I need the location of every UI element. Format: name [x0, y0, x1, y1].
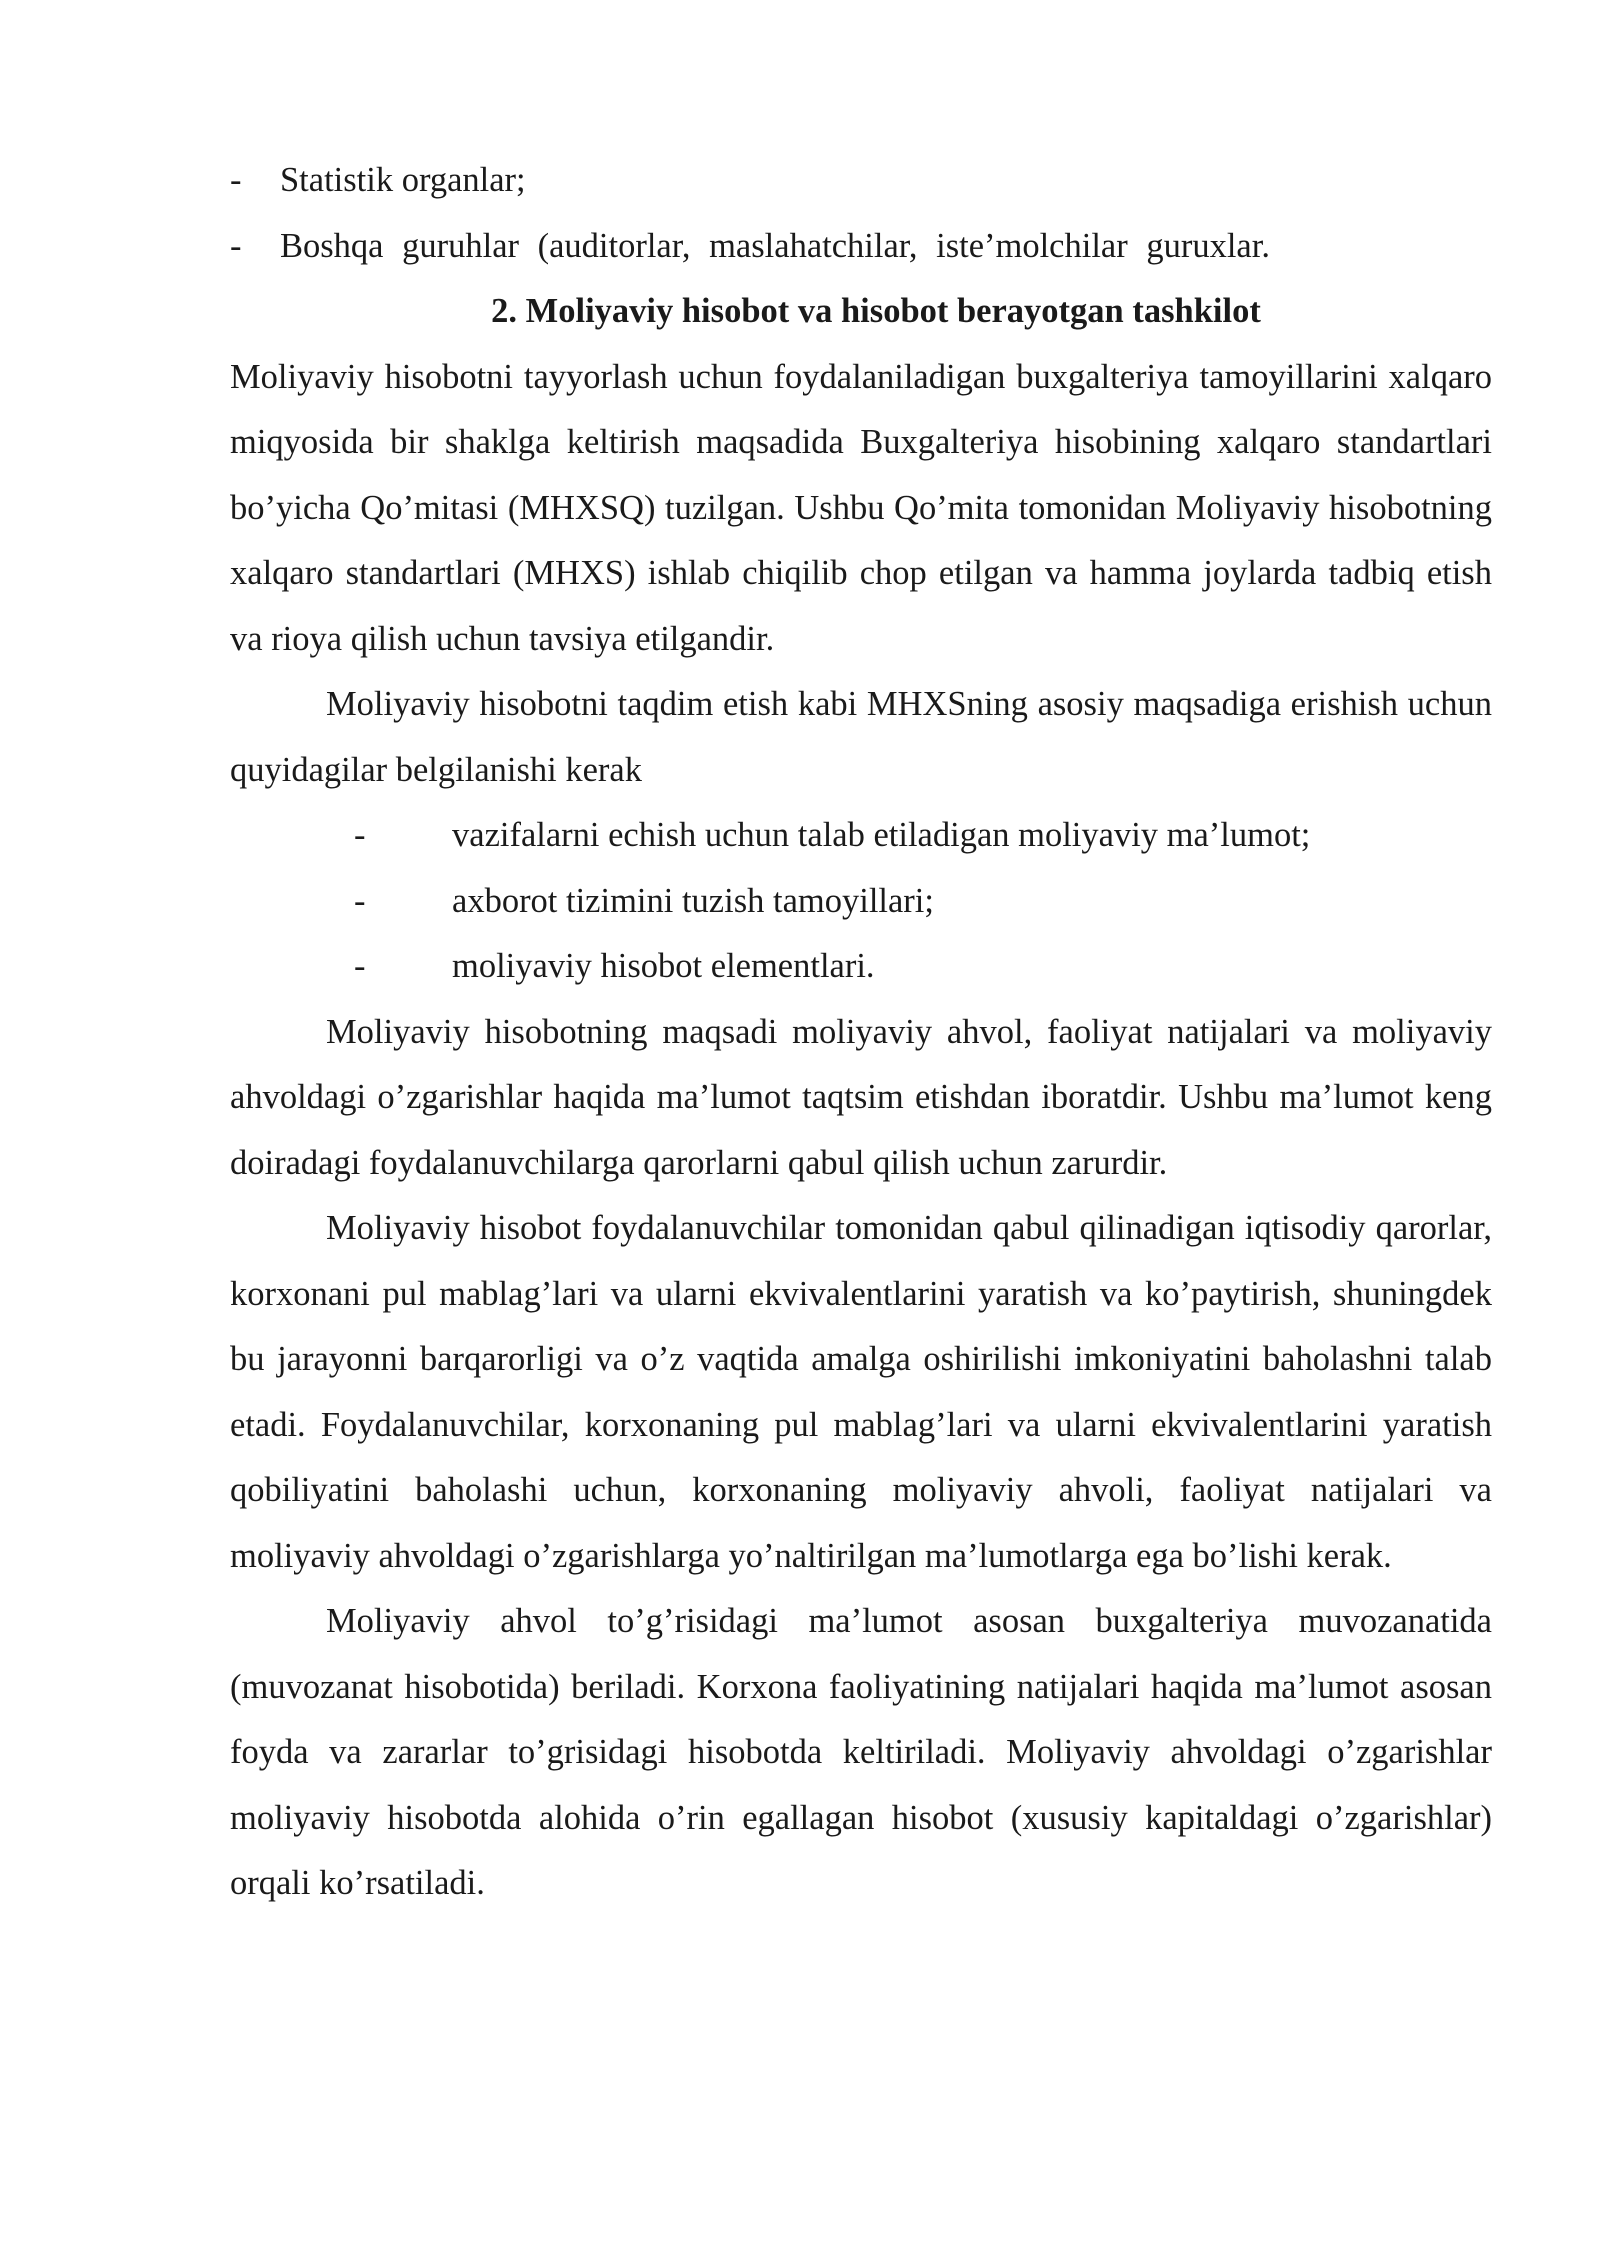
- list-item: [230, 148, 1492, 214]
- document-body: [230, 148, 1492, 1917]
- list-item-text: vazifalarni echish uchun talab etiladigan moliyaviy ma’lumot;: [452, 816, 1311, 854]
- list-dash: -: [230, 226, 242, 265]
- list-item-text: moliyaviy hisobot elementlari.: [452, 947, 875, 985]
- list-dash: -: [230, 161, 242, 199]
- list-item-text: axborot tizimini tuzish tamoyillari;: [452, 881, 934, 920]
- list-item: [230, 869, 1492, 935]
- list-item-text: Boshqa guruhlar (auditorlar, maslahatchilar, iste’molchilar guruxlar.: [280, 226, 1270, 265]
- paragraph: Moliyaviy hisobot foydalanuvchilar tomonidan qabul qilinadigan iqtisodiy qarorlar, korxonani pul mablag’lari va ularni ekvivalentlarini yaratish va ko’paytirish, shuningdek bu jarayonni barqarorligi va o’z vaqtida amalga oshirilishi imkoniyatini baholashni talab etadi. Foydalanuvchilar, korxonaning pul mablag’lari va ularni ekvivalentlarini yaratish qobiliyatini baholashi uchun, korxonaning moliyaviy ahvoli, faoliyat natijalari va moliyaviy ahvoldagi o’zgarishlarga yo’naltirilgan ma’lumotlarga ega bo’lishi kerak.: [230, 1209, 1492, 1575]
- paragraph: Moliyaviy hisobotni taqdim etish kabi MHXSning asosiy maqsadiga erishish uchun quyidagilar belgilanishi kerak: [230, 685, 1492, 789]
- list-item: [230, 934, 1492, 1000]
- list-item-text: Statistik organlar;: [280, 161, 526, 199]
- paragraph: Moliyaviy hisobotning maqsadi moliyaviy ahvol, faoliyat natijalari va moliyaviy ahvoldagi o’zgarishlar haqida ma’lumot taqtsim etishdan iboratdir. Ushbu ma’lumot keng doiradagi foydalanuvchilarga qarorlarni qabul qilish uchun zarurdir.: [230, 1012, 1492, 1182]
- list-dash: -: [354, 816, 366, 854]
- list-item: [230, 214, 1492, 280]
- list-dash: -: [354, 947, 366, 985]
- bullet-list: [230, 803, 1492, 1000]
- list-dash: -: [354, 881, 366, 920]
- paragraph: Moliyaviy hisobotni tayyorlash uchun foydalaniladigan buxgalteriya tamoyillarini xalqaro miqyosida bir shaklga keltirish maqsadida Buxgalteriya hisobining xalqaro standartlari bo’yicha Qo’mitasi (MHXSQ) tuzilgan. Ushbu Qo’mita tomonidan Moliyaviy hisobotning xalqaro standartlari (MHXS) ishlab chiqilib chop etilgan va hamma joylarda tadbiq etish va rioya qilish uchun tavsiya etilgandir.: [230, 357, 1492, 658]
- section-heading: 2. Moliyaviy hisobot va hisobot berayotgan tashkilot: [491, 292, 1261, 330]
- paragraph: Moliyaviy ahvol to’g’risidagi ma’lumot asosan buxgalteriya muvozanatida (muvozanat hisobotida) beriladi. Korxona faoliyatining natijalari haqida ma’lumot asosan foyda va zararlar to’grisidagi hisobotda keltiriladi. Moliyaviy ahvoldagi o’zgarishlar moliyaviy hisobotda alohida o’rin egallagan hisobot (xususiy kapitaldagi o’zgarishlar) orqali ko’rsatiladi.: [230, 1602, 1492, 1902]
- list-item: [230, 803, 1492, 869]
